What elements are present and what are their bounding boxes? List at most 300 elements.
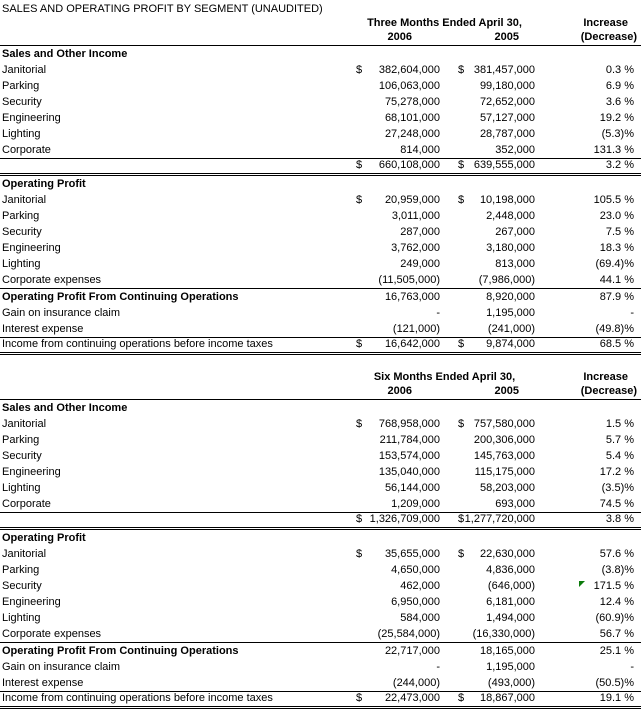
table-row xyxy=(0,578,641,594)
table-row xyxy=(0,62,641,78)
row-label: Security xyxy=(2,580,42,592)
row-label: Parking xyxy=(2,80,40,92)
table-row xyxy=(0,272,641,289)
table-row xyxy=(0,400,641,417)
dollar-sign-2005: $ xyxy=(458,418,465,430)
table-row xyxy=(0,643,641,660)
value-2006: 814,000 xyxy=(400,144,440,156)
dollar-sign-2006: $ xyxy=(356,194,363,206)
six-months-table xyxy=(0,371,641,709)
value-2005-cell xyxy=(442,448,537,464)
table-row xyxy=(0,626,641,643)
value-2005-cell xyxy=(442,338,537,354)
value-2006-cell xyxy=(352,432,442,448)
value-2006-cell xyxy=(352,675,442,692)
value-2005-cell xyxy=(442,464,537,480)
table-row xyxy=(0,305,641,321)
percent-change-cell xyxy=(537,496,641,513)
percent-change-cell xyxy=(537,175,641,193)
value-2005: 99,180,000 xyxy=(479,80,535,92)
increase-header: Increase xyxy=(583,371,629,383)
percent-change: 19.2 % xyxy=(599,112,634,124)
year-2005-header: 2005 xyxy=(442,31,537,46)
value-2005-cell xyxy=(442,480,537,496)
value-2006-cell xyxy=(352,305,442,321)
value-2005: 267,000 xyxy=(495,226,535,238)
percent-change: 19.1 % xyxy=(599,692,635,704)
percent-change-cell xyxy=(537,94,641,110)
percent-change: 57.6 % xyxy=(599,548,635,560)
dollar-sign-2006: $ xyxy=(356,64,363,76)
percent-change-cell xyxy=(537,610,641,626)
percent-change-cell xyxy=(537,546,641,562)
percent-change: 131.3 % xyxy=(593,144,634,156)
percent-change-cell xyxy=(537,224,641,240)
value-2005-cell xyxy=(442,192,537,208)
value-2005: 18,165,000 xyxy=(479,645,536,657)
value-2005: 115,175,000 xyxy=(474,466,536,478)
row-label: Sales and Other Income xyxy=(2,402,128,414)
value-2005-cell xyxy=(442,224,537,240)
percent-change-cell xyxy=(537,529,641,547)
table-row xyxy=(0,480,641,496)
dollar-sign-2005: $ xyxy=(458,159,465,171)
percent-change: 23.0 % xyxy=(599,210,634,222)
percent-change-cell xyxy=(537,289,641,306)
value-2006-cell xyxy=(352,692,442,708)
percent-change: (60.9)% xyxy=(595,612,635,624)
percent-change: 68.5 % xyxy=(599,338,634,350)
row-label: Lighting xyxy=(2,258,41,270)
value-2006: 1,209,000 xyxy=(391,498,440,510)
percent-change-cell xyxy=(537,626,641,643)
row-label: Engineering xyxy=(2,466,61,478)
value-2005-cell xyxy=(442,62,537,78)
value-2006-cell xyxy=(352,62,442,78)
value-2005: 200,306,000 xyxy=(473,434,536,446)
percent-change: 56.7 % xyxy=(599,628,635,640)
increase-header: Increase xyxy=(583,17,628,29)
value-2006-cell xyxy=(352,208,442,224)
value-2006: 56,144,000 xyxy=(384,482,440,494)
percent-change-cell xyxy=(537,464,641,480)
value-2005-cell xyxy=(442,692,537,708)
row-label: Engineering xyxy=(2,112,61,124)
value-2005: 58,203,000 xyxy=(479,482,536,494)
dollar-sign-2005: $ xyxy=(458,64,465,76)
spacer xyxy=(0,17,352,31)
value-2006: 660,108,000 xyxy=(378,159,440,171)
table-row xyxy=(0,496,641,513)
percent-change-cell xyxy=(537,562,641,578)
value-2005-cell xyxy=(442,626,537,643)
value-2005-cell xyxy=(442,513,537,529)
table-row xyxy=(0,142,641,159)
value-2005-cell xyxy=(442,175,537,193)
percent-change-cell xyxy=(537,400,641,417)
spacer xyxy=(0,385,352,400)
table-row xyxy=(0,464,641,480)
row-label: Interest expense xyxy=(0,675,352,692)
percent-change-cell xyxy=(537,480,641,496)
value-2006: (244,000) xyxy=(392,677,440,689)
percent-change: 5.7 % xyxy=(605,434,635,446)
value-2005: 2,448,000 xyxy=(486,210,535,222)
table-row xyxy=(0,610,641,626)
value-2006-cell xyxy=(352,643,442,660)
value-2006-cell xyxy=(352,529,442,547)
table-row xyxy=(0,416,641,432)
percent-change-cell xyxy=(537,126,641,142)
table-row xyxy=(0,513,641,529)
row-label: Interest expense xyxy=(0,321,352,338)
row-label: Corporate expenses xyxy=(0,272,352,289)
decrease-header: (Decrease) xyxy=(537,385,641,400)
value-2006-cell xyxy=(352,400,442,417)
value-2005-cell xyxy=(442,240,537,256)
row-label: Security xyxy=(2,96,42,108)
percent-change-cell xyxy=(537,594,641,610)
percent-change-cell xyxy=(537,659,641,675)
percent-change-cell xyxy=(537,240,641,256)
row-label: Operating Profit From Continuing Operations xyxy=(2,645,239,657)
percent-change: 25.1 % xyxy=(599,645,635,657)
value-2005-cell xyxy=(442,256,537,272)
value-2006: 4,650,000 xyxy=(391,564,440,576)
percent-change: (3.5)% xyxy=(601,482,635,494)
value-2006-cell xyxy=(352,594,442,610)
percent-change: - xyxy=(630,307,634,319)
value-2006: 20,959,000 xyxy=(384,194,440,206)
table-row xyxy=(0,78,641,94)
value-2006: 27,248,000 xyxy=(384,128,440,140)
value-2005: 381,457,000 xyxy=(473,64,535,76)
row-label: Sales and Other Income xyxy=(2,48,128,60)
dollar-sign-2006: $ xyxy=(356,548,363,560)
value-2005-cell xyxy=(442,142,537,159)
value-2005: 9,874,000 xyxy=(486,338,535,350)
row-label: Security xyxy=(2,450,42,462)
dollar-sign-2006: $ xyxy=(356,513,363,525)
percent-change-cell xyxy=(537,692,641,708)
green-flag-icon xyxy=(579,581,585,587)
dollar-sign-2006: $ xyxy=(356,418,363,430)
value-2006: 153,574,000 xyxy=(378,450,440,462)
percent-change-cell xyxy=(537,256,641,272)
value-2006: 22,473,000 xyxy=(384,692,440,704)
value-2006-cell xyxy=(352,289,442,306)
table-row xyxy=(0,208,641,224)
value-2006-cell xyxy=(352,416,442,432)
percent-change: 17.2 % xyxy=(599,466,635,478)
year-2006-header: 2006 xyxy=(352,385,442,400)
spacer xyxy=(0,371,352,385)
dollar-sign-2005: $ xyxy=(458,338,465,350)
value-2005-cell xyxy=(442,432,537,448)
value-2005-cell xyxy=(442,46,537,63)
percent-change-cell xyxy=(537,432,641,448)
percent-change: 171.5 % xyxy=(593,580,635,592)
row-label: Corporate xyxy=(0,142,352,159)
value-2006: 75,278,000 xyxy=(384,96,440,108)
table-row xyxy=(0,432,641,448)
value-2005-cell xyxy=(442,643,537,660)
percent-change: 18.3 % xyxy=(599,242,634,254)
table-row xyxy=(0,289,641,306)
dollar-sign-2005: $ xyxy=(458,194,465,206)
value-2005-cell xyxy=(442,110,537,126)
percent-change: 105.5 % xyxy=(593,194,634,206)
percent-change-cell xyxy=(537,448,641,464)
percent-change: (5.3)% xyxy=(601,128,634,140)
value-2006: 6,950,000 xyxy=(391,596,440,608)
percent-change: 3.2 % xyxy=(605,159,634,171)
table-row xyxy=(0,240,641,256)
table-row xyxy=(0,529,641,547)
percent-change: - xyxy=(630,661,635,673)
percent-change-cell xyxy=(537,578,641,594)
period-header: Three Months Ended April 30, xyxy=(367,17,522,29)
table-row xyxy=(0,448,641,464)
value-2005-cell xyxy=(442,94,537,110)
value-2005: 18,867,000 xyxy=(479,692,536,704)
value-2005: 145,763,000 xyxy=(473,450,536,462)
table-row xyxy=(0,94,641,110)
value-2006-cell xyxy=(352,94,442,110)
dollar-sign-2006: $ xyxy=(356,692,363,704)
percent-change: 44.1 % xyxy=(599,274,634,286)
value-2006-cell xyxy=(352,578,442,594)
row-label: Security xyxy=(2,226,42,238)
value-2006-cell xyxy=(352,78,442,94)
percent-change: 74.5 % xyxy=(599,498,635,510)
percent-change: 87.9 % xyxy=(599,291,634,303)
value-2005-cell xyxy=(442,496,537,513)
value-2005: 4,836,000 xyxy=(486,564,536,576)
row-label: Lighting xyxy=(2,612,41,624)
table-row xyxy=(0,256,641,272)
value-2005: 3,180,000 xyxy=(486,242,535,254)
value-2005: 813,000 xyxy=(495,258,535,270)
value-2006-cell xyxy=(352,496,442,513)
table-row xyxy=(0,126,641,142)
table-row xyxy=(0,594,641,610)
row-label: Parking xyxy=(2,434,40,446)
value-2005-cell xyxy=(442,159,537,175)
value-2006-cell xyxy=(352,480,442,496)
value-2006: 382,604,000 xyxy=(378,64,440,76)
value-2006-cell xyxy=(352,464,442,480)
value-2006-cell xyxy=(352,448,442,464)
value-2006-cell xyxy=(352,546,442,562)
value-2006: 135,040,000 xyxy=(378,466,440,478)
percent-change-cell xyxy=(537,675,641,692)
value-2006-cell xyxy=(352,110,442,126)
row-label xyxy=(0,513,352,529)
value-2006-cell xyxy=(352,256,442,272)
three-months-table xyxy=(0,17,641,355)
percent-change-cell xyxy=(537,416,641,432)
percent-change: 3.6 % xyxy=(605,96,634,108)
row-label xyxy=(0,159,352,175)
value-2006: 35,655,000 xyxy=(384,548,440,560)
value-2006: 3,762,000 xyxy=(391,242,440,254)
dollar-sign-2005: $ xyxy=(458,513,465,525)
row-label: Lighting xyxy=(2,482,41,494)
value-2006-cell xyxy=(352,338,442,354)
value-2005: 8,920,000 xyxy=(486,291,535,303)
value-2006-cell xyxy=(352,142,442,159)
percent-change-cell xyxy=(537,513,641,529)
row-label: Operating Profit From Continuing Operations xyxy=(2,291,239,303)
value-2006: 462,000 xyxy=(400,580,440,592)
value-2006-cell xyxy=(352,610,442,626)
value-2005-cell xyxy=(442,675,537,692)
value-2006: 16,642,000 xyxy=(384,338,440,350)
row-label: Engineering xyxy=(2,242,61,254)
value-2006: 211,784,000 xyxy=(379,434,440,446)
six-months-table-body xyxy=(0,400,641,708)
value-2005: (241,000) xyxy=(487,323,535,335)
percent-change-cell xyxy=(537,643,641,660)
value-2006: 3,011,000 xyxy=(391,210,440,222)
value-2006-cell xyxy=(352,321,442,338)
value-2005-cell xyxy=(442,610,537,626)
value-2006-cell xyxy=(352,46,442,63)
percent-change-cell xyxy=(537,192,641,208)
value-2006: 16,763,000 xyxy=(384,291,440,303)
value-2005-cell xyxy=(442,416,537,432)
row-label: Parking xyxy=(2,564,40,576)
period-header-row xyxy=(0,371,641,385)
value-2005: 10,198,000 xyxy=(479,194,535,206)
year-header-row xyxy=(0,385,641,400)
row-label: Parking xyxy=(2,210,40,222)
value-2005: 57,127,000 xyxy=(479,112,535,124)
value-2006-cell xyxy=(352,224,442,240)
percent-change-cell xyxy=(537,338,641,354)
percent-change-cell xyxy=(537,159,641,175)
value-2005: 1,195,000 xyxy=(486,307,535,319)
value-2005: 693,000 xyxy=(495,498,536,510)
value-2006-cell xyxy=(352,562,442,578)
percent-change-cell xyxy=(537,142,641,159)
row-label: Janitorial xyxy=(2,418,47,430)
value-2005: 757,580,000 xyxy=(473,418,536,430)
table-row xyxy=(0,338,641,354)
year-2006-header: 2006 xyxy=(352,31,442,46)
percent-change-cell xyxy=(537,110,641,126)
percent-change-cell xyxy=(537,305,641,321)
row-label: Gain on insurance claim xyxy=(2,307,121,319)
value-2005: 1,195,000 xyxy=(486,661,536,673)
value-2006: (11,505,000) xyxy=(378,274,440,286)
percent-change: 12.4 % xyxy=(599,596,635,608)
dollar-sign-2006: $ xyxy=(356,338,363,350)
page-title: SALES AND OPERATING PROFIT BY SEGMENT (UNAUDITED) xyxy=(2,3,323,15)
value-2005-cell xyxy=(442,659,537,675)
three-months-table-body xyxy=(0,46,641,354)
percent-change: 0.3 % xyxy=(605,64,634,76)
table-row xyxy=(0,192,641,208)
decrease-header: (Decrease) xyxy=(537,31,641,46)
value-2005-cell xyxy=(442,546,537,562)
value-2006: (25,584,000) xyxy=(377,628,440,640)
percent-change-cell xyxy=(537,272,641,289)
value-2006-cell xyxy=(352,240,442,256)
table-row xyxy=(0,159,641,175)
row-label: Gain on insurance claim xyxy=(2,661,121,673)
percent-change: (3.8)% xyxy=(601,564,635,576)
value-2005-cell xyxy=(442,208,537,224)
row-label: Janitorial xyxy=(2,194,47,206)
row-label: Janitorial xyxy=(2,64,47,76)
value-2005: 1,277,720,000 xyxy=(464,513,536,525)
value-2006: 1,326,709,000 xyxy=(369,513,440,525)
table-row xyxy=(0,562,641,578)
value-2006: 22,717,000 xyxy=(384,645,440,657)
value-2005: (493,000) xyxy=(487,677,536,689)
table-row xyxy=(0,692,641,708)
percent-change-cell xyxy=(537,321,641,338)
year-2005-header: 2005 xyxy=(442,385,537,400)
value-2005-cell xyxy=(442,272,537,289)
value-2005: 1,494,000 xyxy=(486,612,536,624)
value-2005: 352,000 xyxy=(495,144,535,156)
value-2006-cell xyxy=(352,175,442,193)
value-2006: 768,958,000 xyxy=(378,418,440,430)
value-2006-cell xyxy=(352,192,442,208)
table-row xyxy=(0,659,641,675)
period-header: Six Months Ended April 30, xyxy=(373,371,516,383)
value-2005-cell xyxy=(442,562,537,578)
value-2006: 584,000 xyxy=(400,612,440,624)
dollar-sign-2005: $ xyxy=(458,548,465,560)
row-label: Operating Profit xyxy=(2,532,86,544)
row-label: Corporate expenses xyxy=(0,626,352,643)
value-2005-cell xyxy=(442,578,537,594)
value-2005: 22,630,000 xyxy=(479,548,536,560)
row-label: Operating Profit xyxy=(2,178,86,190)
value-2005-cell xyxy=(442,400,537,417)
row-label: Janitorial xyxy=(2,548,47,560)
value-2005: 72,652,000 xyxy=(479,96,535,108)
value-2005-cell xyxy=(442,289,537,306)
percent-change: (50.5)% xyxy=(595,677,635,689)
value-2005: (646,000) xyxy=(487,580,536,592)
percent-change: 3.8 % xyxy=(605,513,635,525)
row-label: Lighting xyxy=(2,128,41,140)
value-2006-cell xyxy=(352,272,442,289)
row-label: Corporate xyxy=(0,496,352,513)
value-2006: (121,000) xyxy=(392,323,440,335)
value-2006: 287,000 xyxy=(400,226,440,238)
value-2006-cell xyxy=(352,659,442,675)
percent-change: (69.4)% xyxy=(595,258,634,270)
row-label: Engineering xyxy=(2,596,61,608)
table-row xyxy=(0,224,641,240)
percent-change: 6.9 % xyxy=(605,80,634,92)
table-row xyxy=(0,675,641,692)
value-2006: - xyxy=(436,307,440,319)
period-header-row xyxy=(0,17,641,31)
value-2005-cell xyxy=(442,78,537,94)
value-2006-cell xyxy=(352,126,442,142)
value-2005: (16,330,000) xyxy=(472,628,536,640)
percent-change: 5.4 % xyxy=(605,450,635,462)
value-2005-cell xyxy=(442,594,537,610)
dollar-sign-2006: $ xyxy=(356,159,363,171)
